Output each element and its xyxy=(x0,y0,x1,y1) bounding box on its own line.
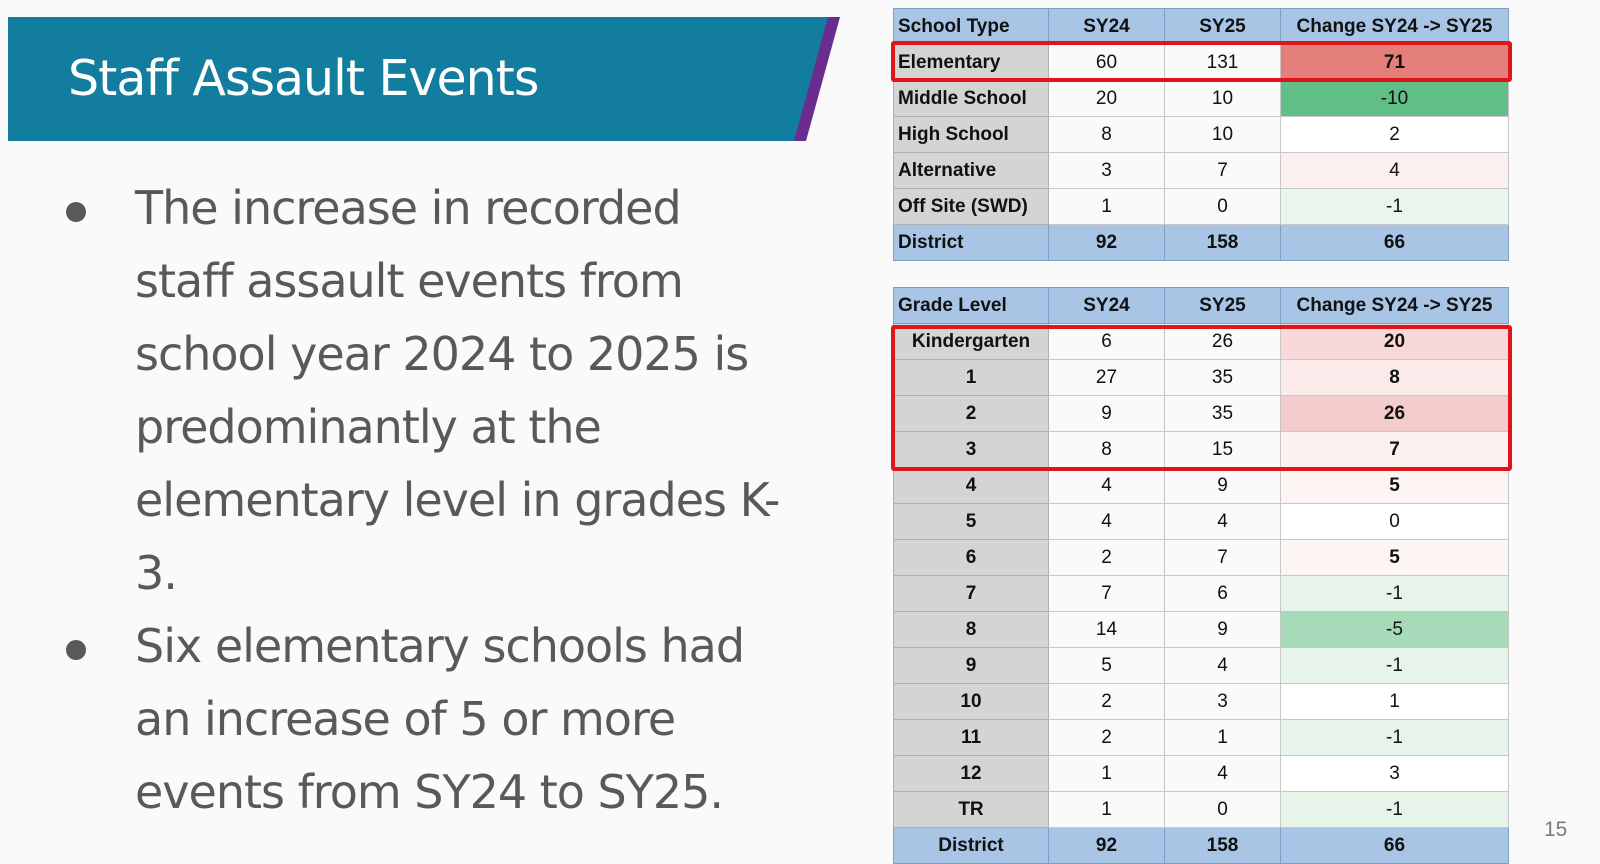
sy25-cell: 10 xyxy=(1165,81,1281,117)
sy25-cell: 9 xyxy=(1165,612,1281,648)
sy24-cell: 60 xyxy=(1049,45,1165,81)
column-header: Change SY24 -> SY25 xyxy=(1281,9,1509,45)
sy25-cell: 3 xyxy=(1165,684,1281,720)
sy25-cell: 10 xyxy=(1165,117,1281,153)
change-cell: 5 xyxy=(1281,468,1509,504)
row-label: 7 xyxy=(894,576,1049,612)
row-label: 11 xyxy=(894,720,1049,756)
change-cell: -1 xyxy=(1281,189,1509,225)
title-banner xyxy=(8,17,846,141)
sy24-cell: 2 xyxy=(1049,720,1165,756)
bullet-list xyxy=(60,172,780,829)
table-row xyxy=(894,684,1509,720)
row-label: High School xyxy=(894,117,1049,153)
row-label: Kindergarten xyxy=(894,324,1049,360)
change-cell: 71 xyxy=(1281,45,1509,81)
sy25-cell: 7 xyxy=(1165,540,1281,576)
sy25-cell: 35 xyxy=(1165,396,1281,432)
change-cell: -10 xyxy=(1281,81,1509,117)
sy24-cell: 4 xyxy=(1049,468,1165,504)
row-label: 9 xyxy=(894,648,1049,684)
row-label: Off Site (SWD) xyxy=(894,189,1049,225)
sy25-cell: 7 xyxy=(1165,153,1281,189)
total-label-cell: District xyxy=(894,828,1049,864)
sy24-cell: 3 xyxy=(1049,153,1165,189)
table-row xyxy=(894,648,1509,684)
total-sy25-cell: 158 xyxy=(1165,225,1281,261)
row-label: 3 xyxy=(894,432,1049,468)
sy24-cell: 27 xyxy=(1049,360,1165,396)
sy25-cell: 6 xyxy=(1165,576,1281,612)
change-cell: 1 xyxy=(1281,684,1509,720)
table-row xyxy=(894,117,1509,153)
page-number: 15 xyxy=(1544,818,1568,841)
sy24-cell: 1 xyxy=(1049,756,1165,792)
row-label: Elementary xyxy=(894,45,1049,81)
sy24-cell: 1 xyxy=(1049,189,1165,225)
sy25-cell: 26 xyxy=(1165,324,1281,360)
sy25-cell: 4 xyxy=(1165,504,1281,540)
table-row xyxy=(894,540,1509,576)
slide-title: Staff Assault Events xyxy=(68,50,539,107)
row-label: 1 xyxy=(894,360,1049,396)
sy25-cell: 0 xyxy=(1165,189,1281,225)
sy24-cell: 20 xyxy=(1049,81,1165,117)
change-cell: -1 xyxy=(1281,792,1509,828)
sy24-cell: 9 xyxy=(1049,396,1165,432)
row-label: Alternative xyxy=(894,153,1049,189)
change-cell: -1 xyxy=(1281,576,1509,612)
sy25-cell: 35 xyxy=(1165,360,1281,396)
column-header: School Type xyxy=(894,9,1049,45)
sy25-cell: 9 xyxy=(1165,468,1281,504)
sy25-cell: 131 xyxy=(1165,45,1281,81)
row-label: 8 xyxy=(894,612,1049,648)
row-label: 2 xyxy=(894,396,1049,432)
district-total-row xyxy=(894,225,1509,261)
table-row xyxy=(894,468,1509,504)
total-sy24-cell: 92 xyxy=(1049,225,1165,261)
sy25-cell: 4 xyxy=(1165,648,1281,684)
bullet-item xyxy=(60,610,780,829)
district-total-row xyxy=(894,828,1509,864)
k3-highlight-box xyxy=(891,325,1512,471)
bullet-text: Six elementary schools had an increase of 5 or more events from SY24 to SY25. xyxy=(135,619,745,819)
sy24-cell: 6 xyxy=(1049,324,1165,360)
sy24-cell: 8 xyxy=(1049,432,1165,468)
column-header: Grade Level xyxy=(894,288,1049,324)
sy24-cell: 2 xyxy=(1049,540,1165,576)
column-header: SY25 xyxy=(1165,288,1281,324)
change-cell: -1 xyxy=(1281,720,1509,756)
table-row xyxy=(894,81,1509,117)
bullet-text: The increase in recorded staff assault events from school year 2024 to 2025 is predominantly at the elementary level in grades K-3. xyxy=(135,181,780,600)
column-header: Change SY24 -> SY25 xyxy=(1281,288,1509,324)
sy25-cell: 1 xyxy=(1165,720,1281,756)
table-row xyxy=(894,504,1509,540)
sy24-cell: 4 xyxy=(1049,504,1165,540)
row-label: 5 xyxy=(894,504,1049,540)
row-label: Middle School xyxy=(894,81,1049,117)
change-cell: 8 xyxy=(1281,360,1509,396)
row-label: 12 xyxy=(894,756,1049,792)
total-label-cell: District xyxy=(894,225,1049,261)
change-cell: 0 xyxy=(1281,504,1509,540)
change-cell: 3 xyxy=(1281,756,1509,792)
table-row xyxy=(894,153,1509,189)
change-cell: -5 xyxy=(1281,612,1509,648)
bullet-dot-icon xyxy=(66,640,86,660)
column-header: SY24 xyxy=(1049,9,1165,45)
table-row xyxy=(894,792,1509,828)
sy24-cell: 8 xyxy=(1049,117,1165,153)
table-row xyxy=(894,720,1509,756)
elementary-highlight-box xyxy=(891,41,1512,82)
total-sy25-cell: 158 xyxy=(1165,828,1281,864)
column-header: SY25 xyxy=(1165,9,1281,45)
sy24-cell: 7 xyxy=(1049,576,1165,612)
table-row xyxy=(894,612,1509,648)
change-cell: 7 xyxy=(1281,432,1509,468)
sy24-cell: 1 xyxy=(1049,792,1165,828)
total-change-cell: 66 xyxy=(1281,828,1509,864)
sy25-cell: 15 xyxy=(1165,432,1281,468)
row-label: 6 xyxy=(894,540,1049,576)
change-cell: 4 xyxy=(1281,153,1509,189)
row-label: TR xyxy=(894,792,1049,828)
total-change-cell: 66 xyxy=(1281,225,1509,261)
table-header-row xyxy=(894,9,1509,45)
change-cell: 26 xyxy=(1281,396,1509,432)
change-cell: 5 xyxy=(1281,540,1509,576)
change-cell: 2 xyxy=(1281,117,1509,153)
table-header-row xyxy=(894,288,1509,324)
table-row xyxy=(894,576,1509,612)
table-row xyxy=(894,756,1509,792)
sy24-cell: 5 xyxy=(1049,648,1165,684)
change-cell: -1 xyxy=(1281,648,1509,684)
bullet-item xyxy=(60,172,780,610)
column-header: SY24 xyxy=(1049,288,1165,324)
sy24-cell: 2 xyxy=(1049,684,1165,720)
table-row xyxy=(894,189,1509,225)
row-label: 10 xyxy=(894,684,1049,720)
change-cell: 20 xyxy=(1281,324,1509,360)
sy24-cell: 14 xyxy=(1049,612,1165,648)
sy25-cell: 0 xyxy=(1165,792,1281,828)
bullet-dot-icon xyxy=(66,202,86,222)
row-label: 4 xyxy=(894,468,1049,504)
total-sy24-cell: 92 xyxy=(1049,828,1165,864)
sy25-cell: 4 xyxy=(1165,756,1281,792)
